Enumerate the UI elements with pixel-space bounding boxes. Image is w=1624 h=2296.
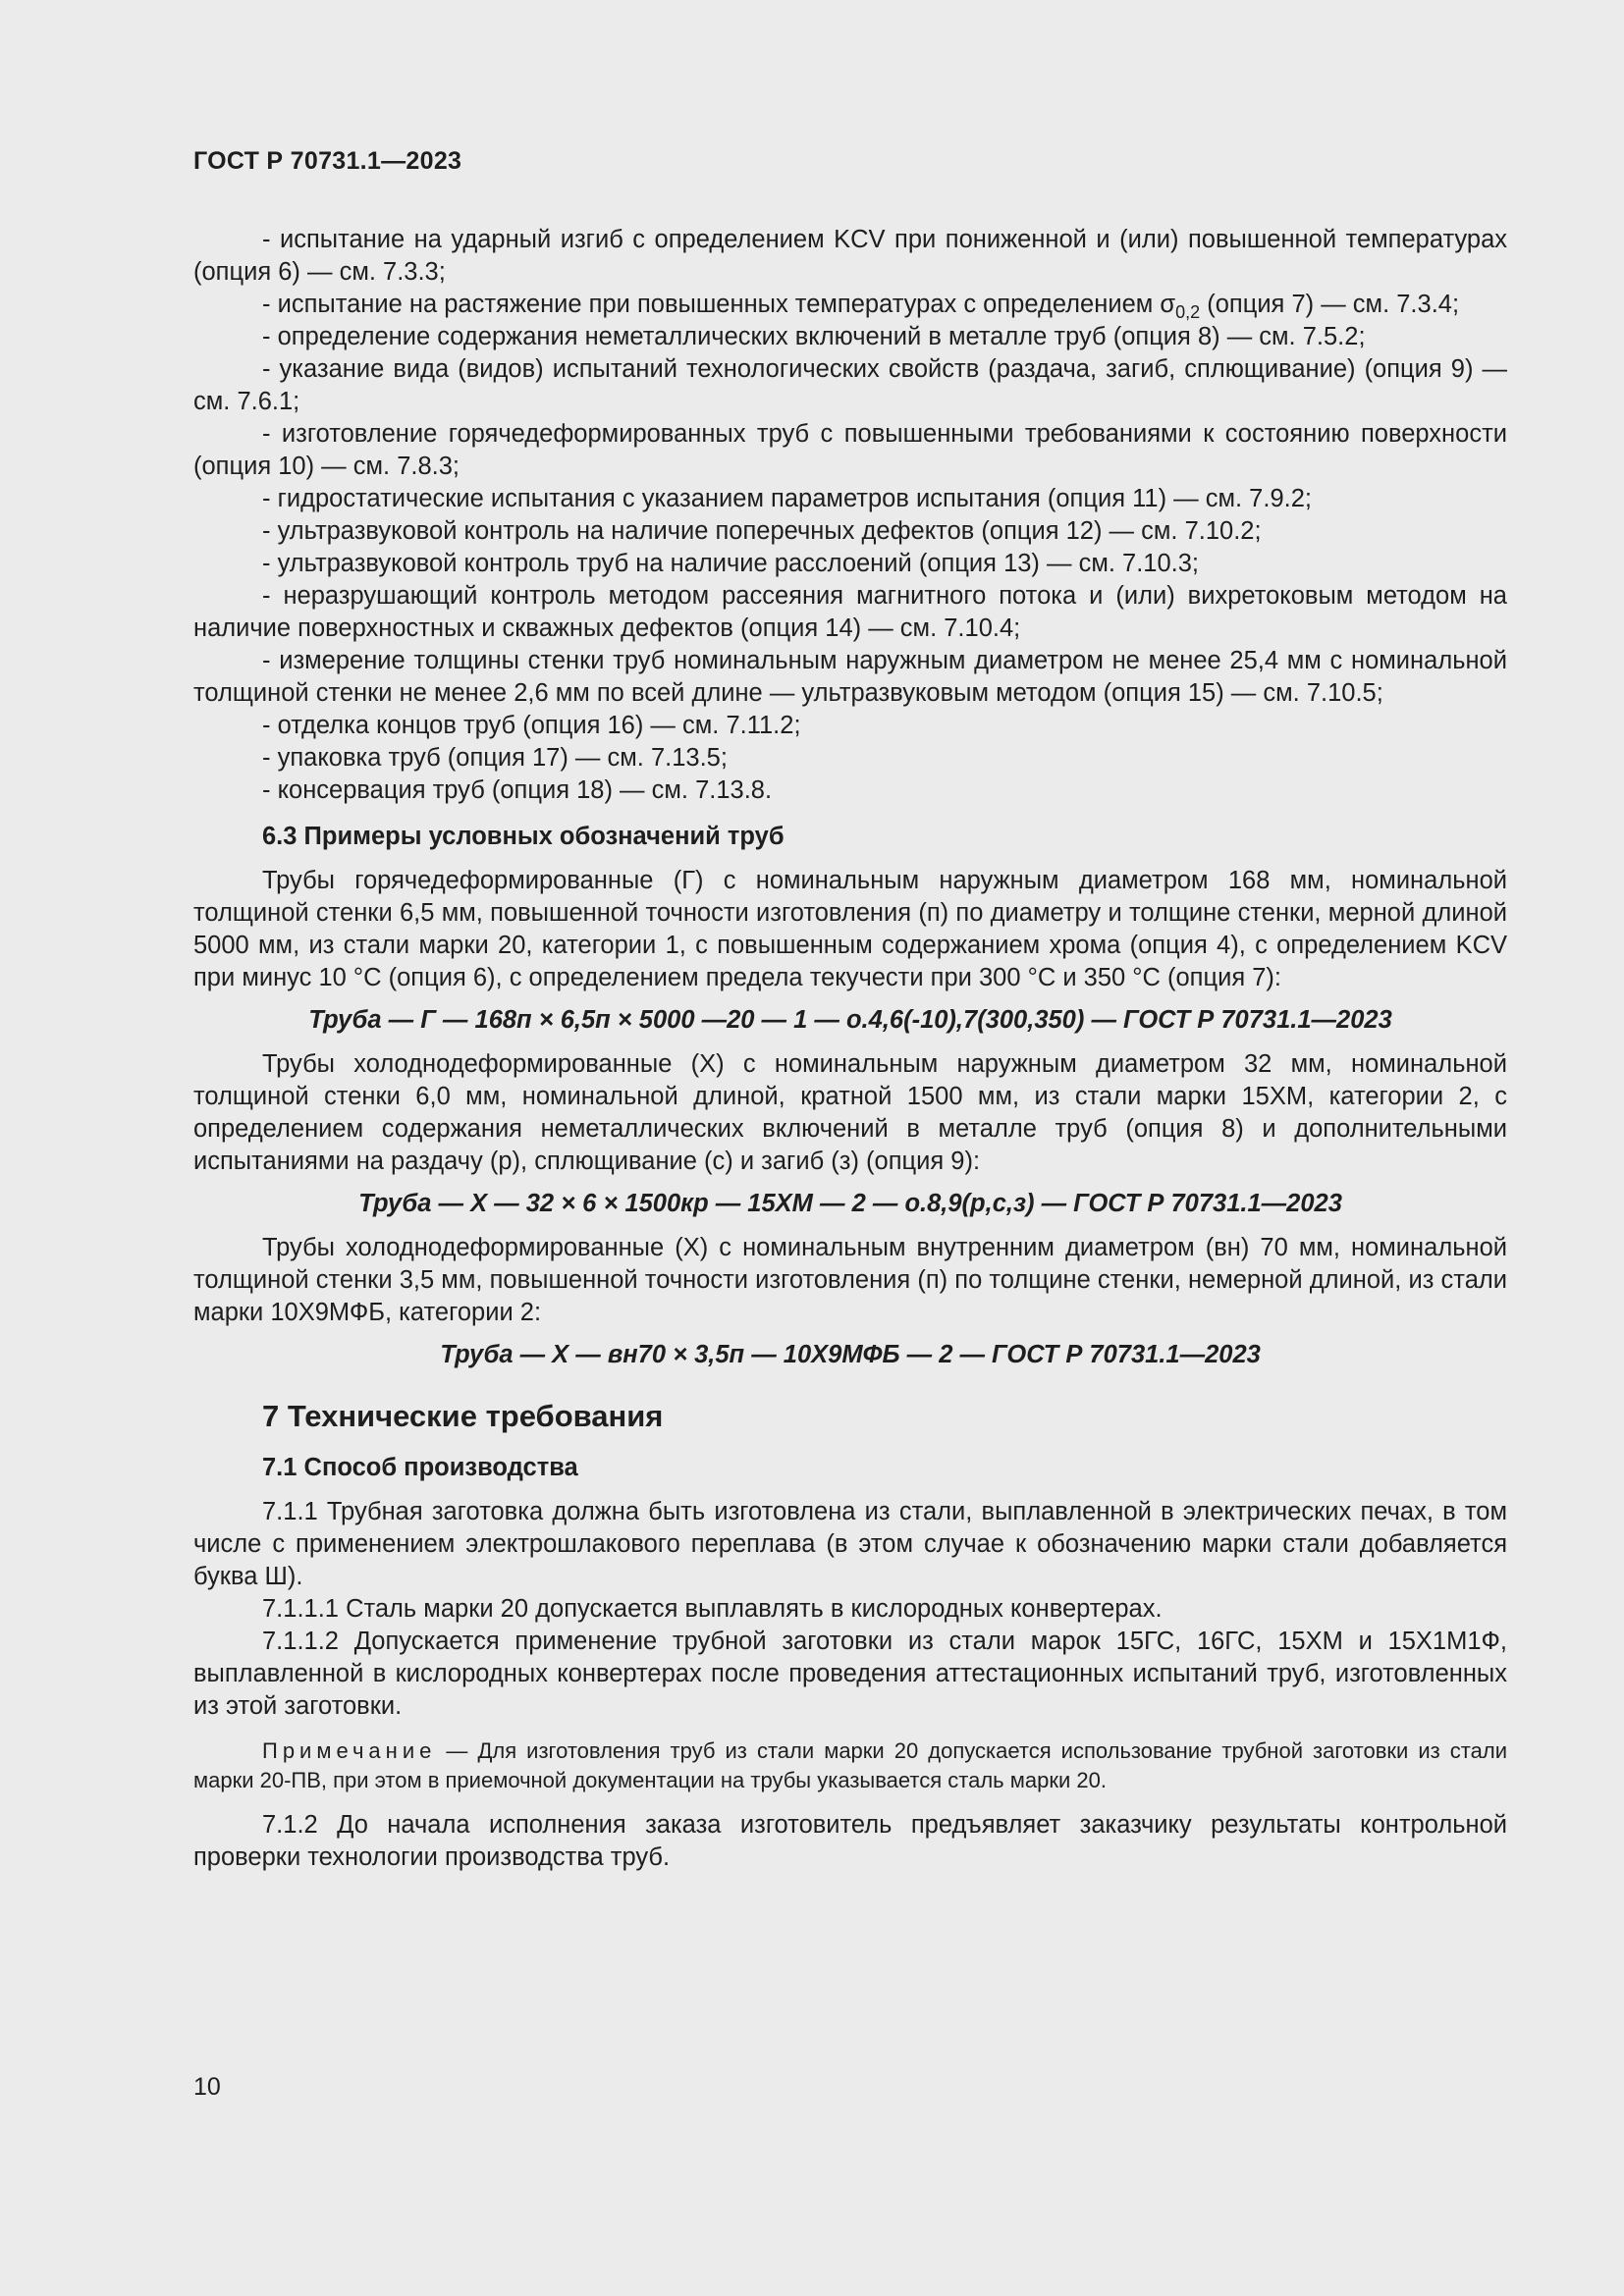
note-label: Примечание xyxy=(262,1738,437,1763)
example-paragraph: Трубы холоднодеформированные (Х) с номинальным наружным диаметром 32 мм, номинальной толщиной стенки 6,0 мм, номинальной длиной, кратной 1500 мм, из стали марки 15ХМ, категории 2, с определением содержания неметаллических включений в металле труб (опция 8) и дополнительными испытаниями на раздачу (р), сплющивание (с) и загиб (з) (опция 9): xyxy=(193,1050,1507,1175)
example-paragraph: Трубы холоднодеформированные (Х) с номинальным внутренним диаметром (вн) 70 мм, номинальной толщиной стенки 3,5 мм, повышенной точности изготовления (п) по толщине стенки, немерной длиной, из стали марки 10Х9МФБ, категории 2: xyxy=(193,1234,1507,1326)
list-item: - гидростатические испытания с указанием параметров испытания (опция 11) — см. 7.9.2; xyxy=(262,485,1312,512)
clause-paragraph: 7.1.2 До начала исполнения заказа изготовитель предъявляет заказчику результаты контрольной проверки технологии производства труб. xyxy=(193,1811,1507,1871)
list-item: - отделка концов труб (опция 16) — см. 7.11.2; xyxy=(262,712,801,739)
list-item: - упаковка труб (опция 17) — см. 7.13.5; xyxy=(262,744,728,772)
example-paragraph: Трубы горячедеформированные (Г) с номинальным наружным диаметром 168 мм, номинальной толщиной стенки 6,5 мм, повышенной точности изготовления (п) по диаметру и толщине стенки, мерной длиной 5000 мм, из стали марки 20, категории 1, с повышенным содержанием хрома (опция 4), с определением KCV при минус 10 °C (опция 6), с определением предела текучести при 300 °C и 350 °C (опция 7): xyxy=(193,867,1507,991)
example-designation: Труба — Г — 168п × 6,5п × 5000 —20 — 1 — о.4,6(-10),7(300,350) — ГОСТ Р 70731.1—2023 xyxy=(308,1006,1392,1034)
note xyxy=(193,1736,1507,1795)
list-item-tensile: - испытание на растяжение при повышенных температурах с определением $\sigma_{0,2}$ (опция 7) — см. 7.3.4; xyxy=(262,291,1460,322)
example-designation: Труба — Х — вн70 × 3,5п — 10Х9МФБ — 2 — ГОСТ Р 70731.1—2023 xyxy=(440,1341,1261,1368)
list-item: - неразрушающий контроль методом рассеяния магнитного потока и (или) вихретоковым методом на наличие поверхностных и скважных дефектов (опция 14) — см. 7.10.4; xyxy=(193,582,1507,642)
page-number: 10 xyxy=(193,2073,221,2101)
list-item: - указание вида (видов) испытаний технологических свойств (раздача, загиб, сплющивание) (опция 9) — см. 7.6.1; xyxy=(193,355,1507,415)
clause-paragraph: 7.1.1.2 Допускается применение трубной заготовки из стали марок 15ГС, 16ГС, 15ХМ и 15Х1М1Ф, выплавленной в кислородных конвертерах после проведения аттестационных испытаний труб, изготовленных из этой заготовки. xyxy=(193,1628,1507,1720)
note-text: — Для изготовления труб из стали марки 20 допускается использование трубной заготовки из стали марки 20-ПВ, при этом в приемочной документации на трубы указывается сталь марки 20. xyxy=(193,1738,1507,1792)
list-item: - измерение толщины стенки труб номинальным наружным диаметром не менее 25,4 мм с номинальной толщиной стенки не менее 2,6 мм по всей длине — ультразвуковым методом (опция 15) — см. 7.10.5; xyxy=(193,647,1507,707)
list-item: - определение содержания неметаллических включений в металле труб (опция 8) — см. 7.5.2; xyxy=(262,323,1366,350)
subsection-heading-6-3: 6.3 Примеры условных обозначений труб xyxy=(262,823,785,850)
page-body xyxy=(193,224,1507,1874)
list-item: - ультразвуковой контроль труб на наличие расслоений (опция 13) — см. 7.10.3; xyxy=(262,550,1200,577)
clause-paragraph: 7.1.1.1 Сталь марки 20 допускается выплавлять в кислородных конвертерах. xyxy=(262,1595,1163,1623)
list-item: - изготовление горячедеформированных труб с повышенными требованиями к состоянию поверхности (опция 10) — см. 7.8.3; xyxy=(193,420,1507,480)
list-item: - испытание на ударный изгиб с определением KCV при пониженной и (или) повышенной температурах (опция 6) — см. 7.3.3; xyxy=(193,226,1507,286)
document-header: ГОСТ Р 70731.1—2023 xyxy=(193,147,462,175)
list-item: - ультразвуковой контроль на наличие поперечных дефектов (опция 12) — см. 7.10.2; xyxy=(262,517,1262,545)
example-designation: Труба — Х — 32 × 6 × 1500кр — 15ХМ — 2 — о.8,9(р,с,з) — ГОСТ Р 70731.1—2023 xyxy=(358,1190,1342,1217)
subsection-heading-7-1: 7.1 Способ производства xyxy=(262,1454,578,1481)
list-item: - консервация труб (опция 18) — см. 7.13.8. xyxy=(262,776,773,804)
section-heading-7: 7 Технические требования xyxy=(262,1399,664,1433)
clause-paragraph: 7.1.1 Трубная заготовка должна быть изготовлена из стали, выплавленной в электрических печах, в том числе с применением электрошлакового переплава (в этом случае к обозначению марки стали добавляется буква Ш). xyxy=(193,1498,1507,1590)
